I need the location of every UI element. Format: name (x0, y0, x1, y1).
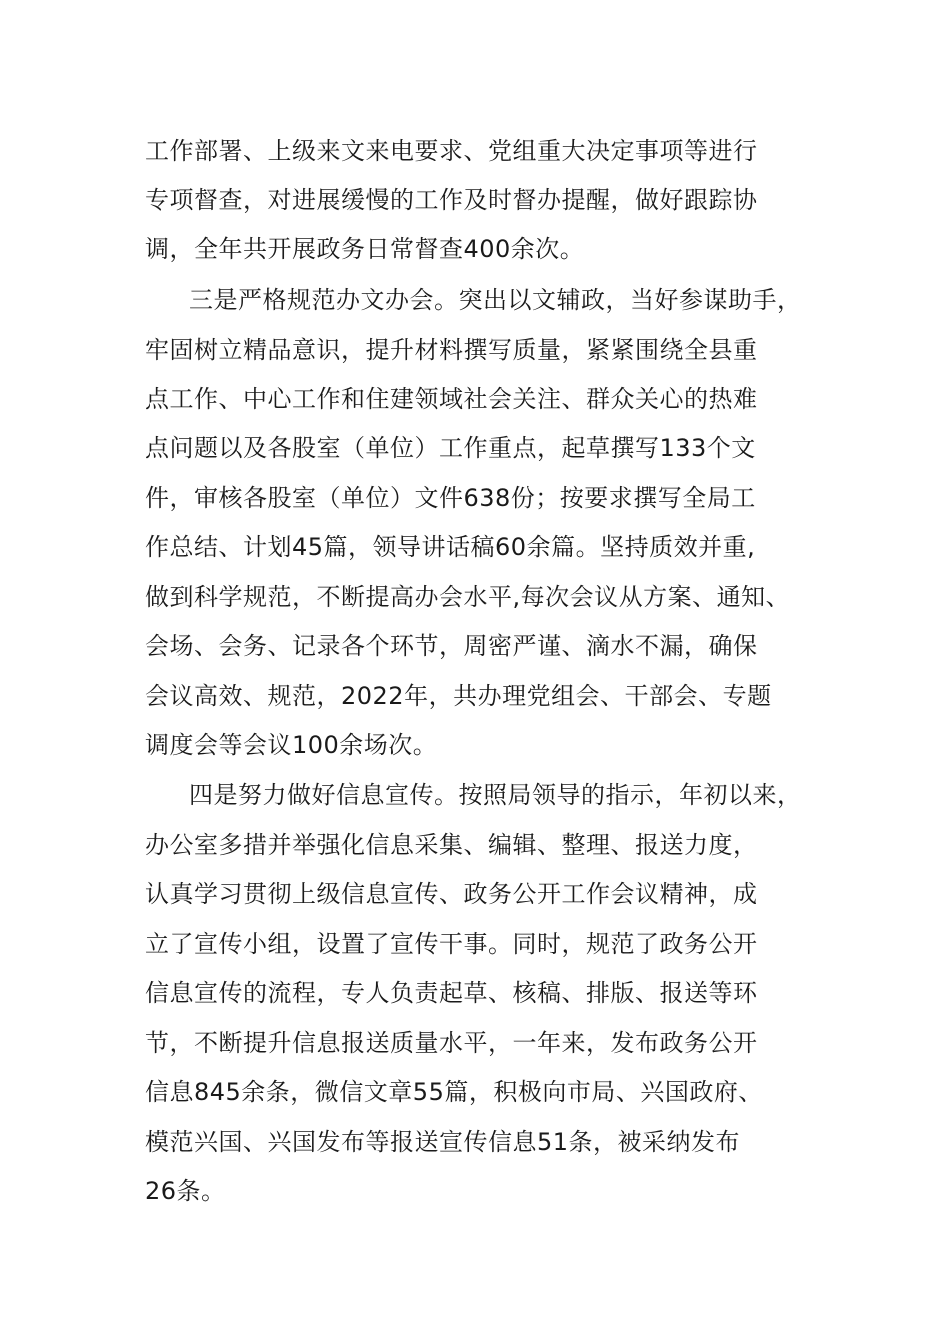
paragraph-2-line-7: 做到科学规范，不断提高办会水平,每次会议从方案、通知、 (145, 583, 791, 611)
paragraph-2-line-6: 作总结、计划45篇，领导讲话稿60余篇。坚持质效并重, (145, 533, 756, 561)
paragraph-3-line-5: 信息宣传的流程，专人负责起草、核稿、排版、报送等环 (145, 979, 758, 1007)
paragraph-2-line-10: 调度会等会议100余场次。 (145, 731, 438, 759)
paragraph-2-line-4: 点问题以及各股室（单位）工作重点，起草撰写133个文 (145, 434, 756, 462)
paragraph-1-line-3: 调，全年共开展政务日常督查400余次。 (145, 235, 585, 263)
paragraph-3-line-3: 认真学习贯彻上级信息宣传、政务公开工作会议精神，成 (145, 880, 758, 908)
paragraph-3-line-6: 节，不断提升信息报送质量水平，一年来，发布政务公开 (145, 1029, 758, 1057)
paragraph-2-line-5: 件，审核各股室（单位）文件638份；按要求撰写全局工 (145, 484, 756, 512)
paragraph-1-line-2: 专项督查，对进展缓慢的工作及时督办提醒，做好跟踪协 (145, 186, 758, 214)
paragraph-1-line-1: 工作部署、上级来文来电要求、党组重大决定事项等进行 (145, 137, 758, 165)
paragraph-3-line-4: 立了宣传小组，设置了宣传干事。同时，规范了政务公开 (145, 930, 758, 958)
paragraph-3-line-9: 26条。 (145, 1177, 226, 1205)
paragraph-3-line-7: 信息845余条，微信文章55篇，积极向市局、兴国政府、 (145, 1078, 763, 1106)
paragraph-2-line-3: 点工作、中心工作和住建领域社会关注、群众关心的热难 (145, 385, 758, 413)
paragraph-3-line-2: 办公室多措并举强化信息采集、编辑、整理、报送力度， (145, 831, 758, 859)
paragraph-2-line-2: 牢固树立精品意识，提升材料撰写质量，紧紧围绕全县重 (145, 336, 758, 364)
paragraph-3-line-8: 模范兴国、兴国发布等报送宣传信息51条，被采纳发布 (145, 1128, 741, 1156)
paragraph-2-line-1: 三是严格规范办文办会。突出以文辅政，当好参谋助手， (189, 286, 802, 314)
paragraph-2-line-9: 会议高效、规范，2022年，共办理党组会、干部会、专题 (145, 682, 772, 710)
paragraph-2-line-8: 会场、会务、记录各个环节，周密严谨、滴水不漏，确保 (145, 632, 758, 660)
paragraph-3-line-1: 四是努力做好信息宣传。按照局领导的指示，年初以来， (189, 781, 802, 809)
